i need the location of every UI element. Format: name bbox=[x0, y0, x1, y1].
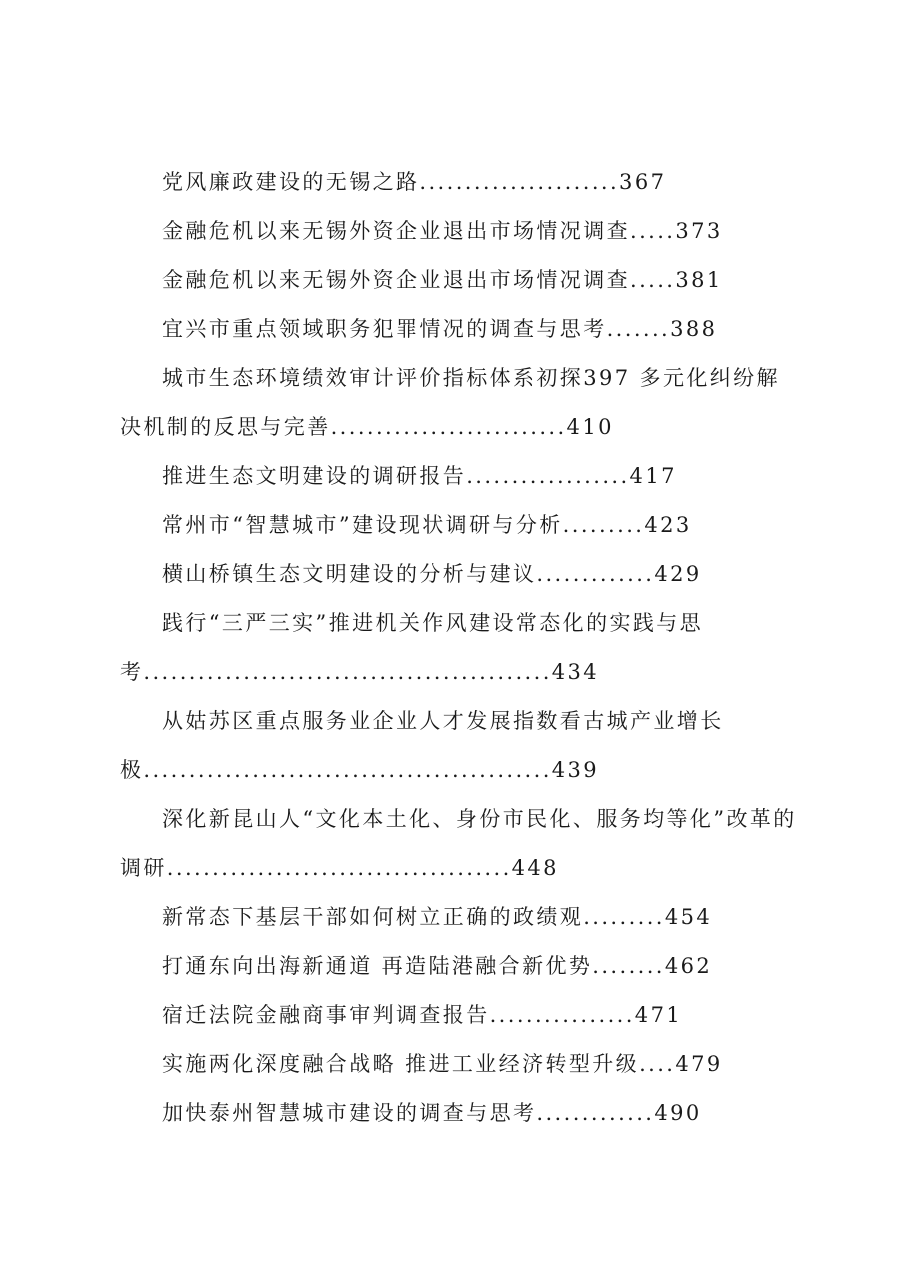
toc-entry: 横山桥镇生态文明建设的分析与建议.............429 bbox=[162, 562, 702, 586]
toc-entry: 金融危机以来无锡外资企业退出市场情况调查.....373 bbox=[162, 219, 723, 243]
toc-entry: 宿迁法院金融商事审判调查报告................471 bbox=[162, 1003, 683, 1027]
toc-entry: 打通东向出海新通道 再造陆港融合新优势........462 bbox=[162, 954, 713, 978]
toc-entry: 党风廉政建设的无锡之路......................367 bbox=[162, 170, 667, 194]
toc-entry: 宜兴市重点领域职务犯罪情况的调查与思考.......388 bbox=[162, 317, 718, 341]
toc-entry: 常州市“智慧城市”建设现状调研与分析.........423 bbox=[162, 513, 692, 537]
toc-entry: 新常态下基层干部如何树立正确的政绩观.........454 bbox=[162, 905, 713, 929]
toc-entry: 从姑苏区重点服务业企业人才发展指数看古城产业增长极.............................................439 bbox=[120, 709, 724, 782]
toc-entry: 践行“三严三实”推进机关作风建设常态化的实践与思考.............................................434 bbox=[120, 611, 704, 684]
table-of-contents bbox=[120, 158, 800, 1138]
toc-entry: 推进生态文明建设的调研报告..................417 bbox=[162, 464, 677, 488]
toc-entry: 实施两化深度融合战略 推进工业经济转型升级....479 bbox=[162, 1052, 723, 1076]
toc-entry: 金融危机以来无锡外资企业退出市场情况调查.....381 bbox=[162, 268, 723, 292]
toc-entry: 加快泰州智慧城市建设的调查与思考.............490 bbox=[162, 1101, 702, 1125]
toc-entry: 深化新昆山人“文化本土化、身份市民化、服务均等化”改革的调研......................................448 bbox=[120, 807, 797, 880]
toc-entry: 城市生态环境绩效审计评价指标体系初探397 多元化纠纷解决机制的反思与完善..........................410 bbox=[120, 366, 780, 439]
